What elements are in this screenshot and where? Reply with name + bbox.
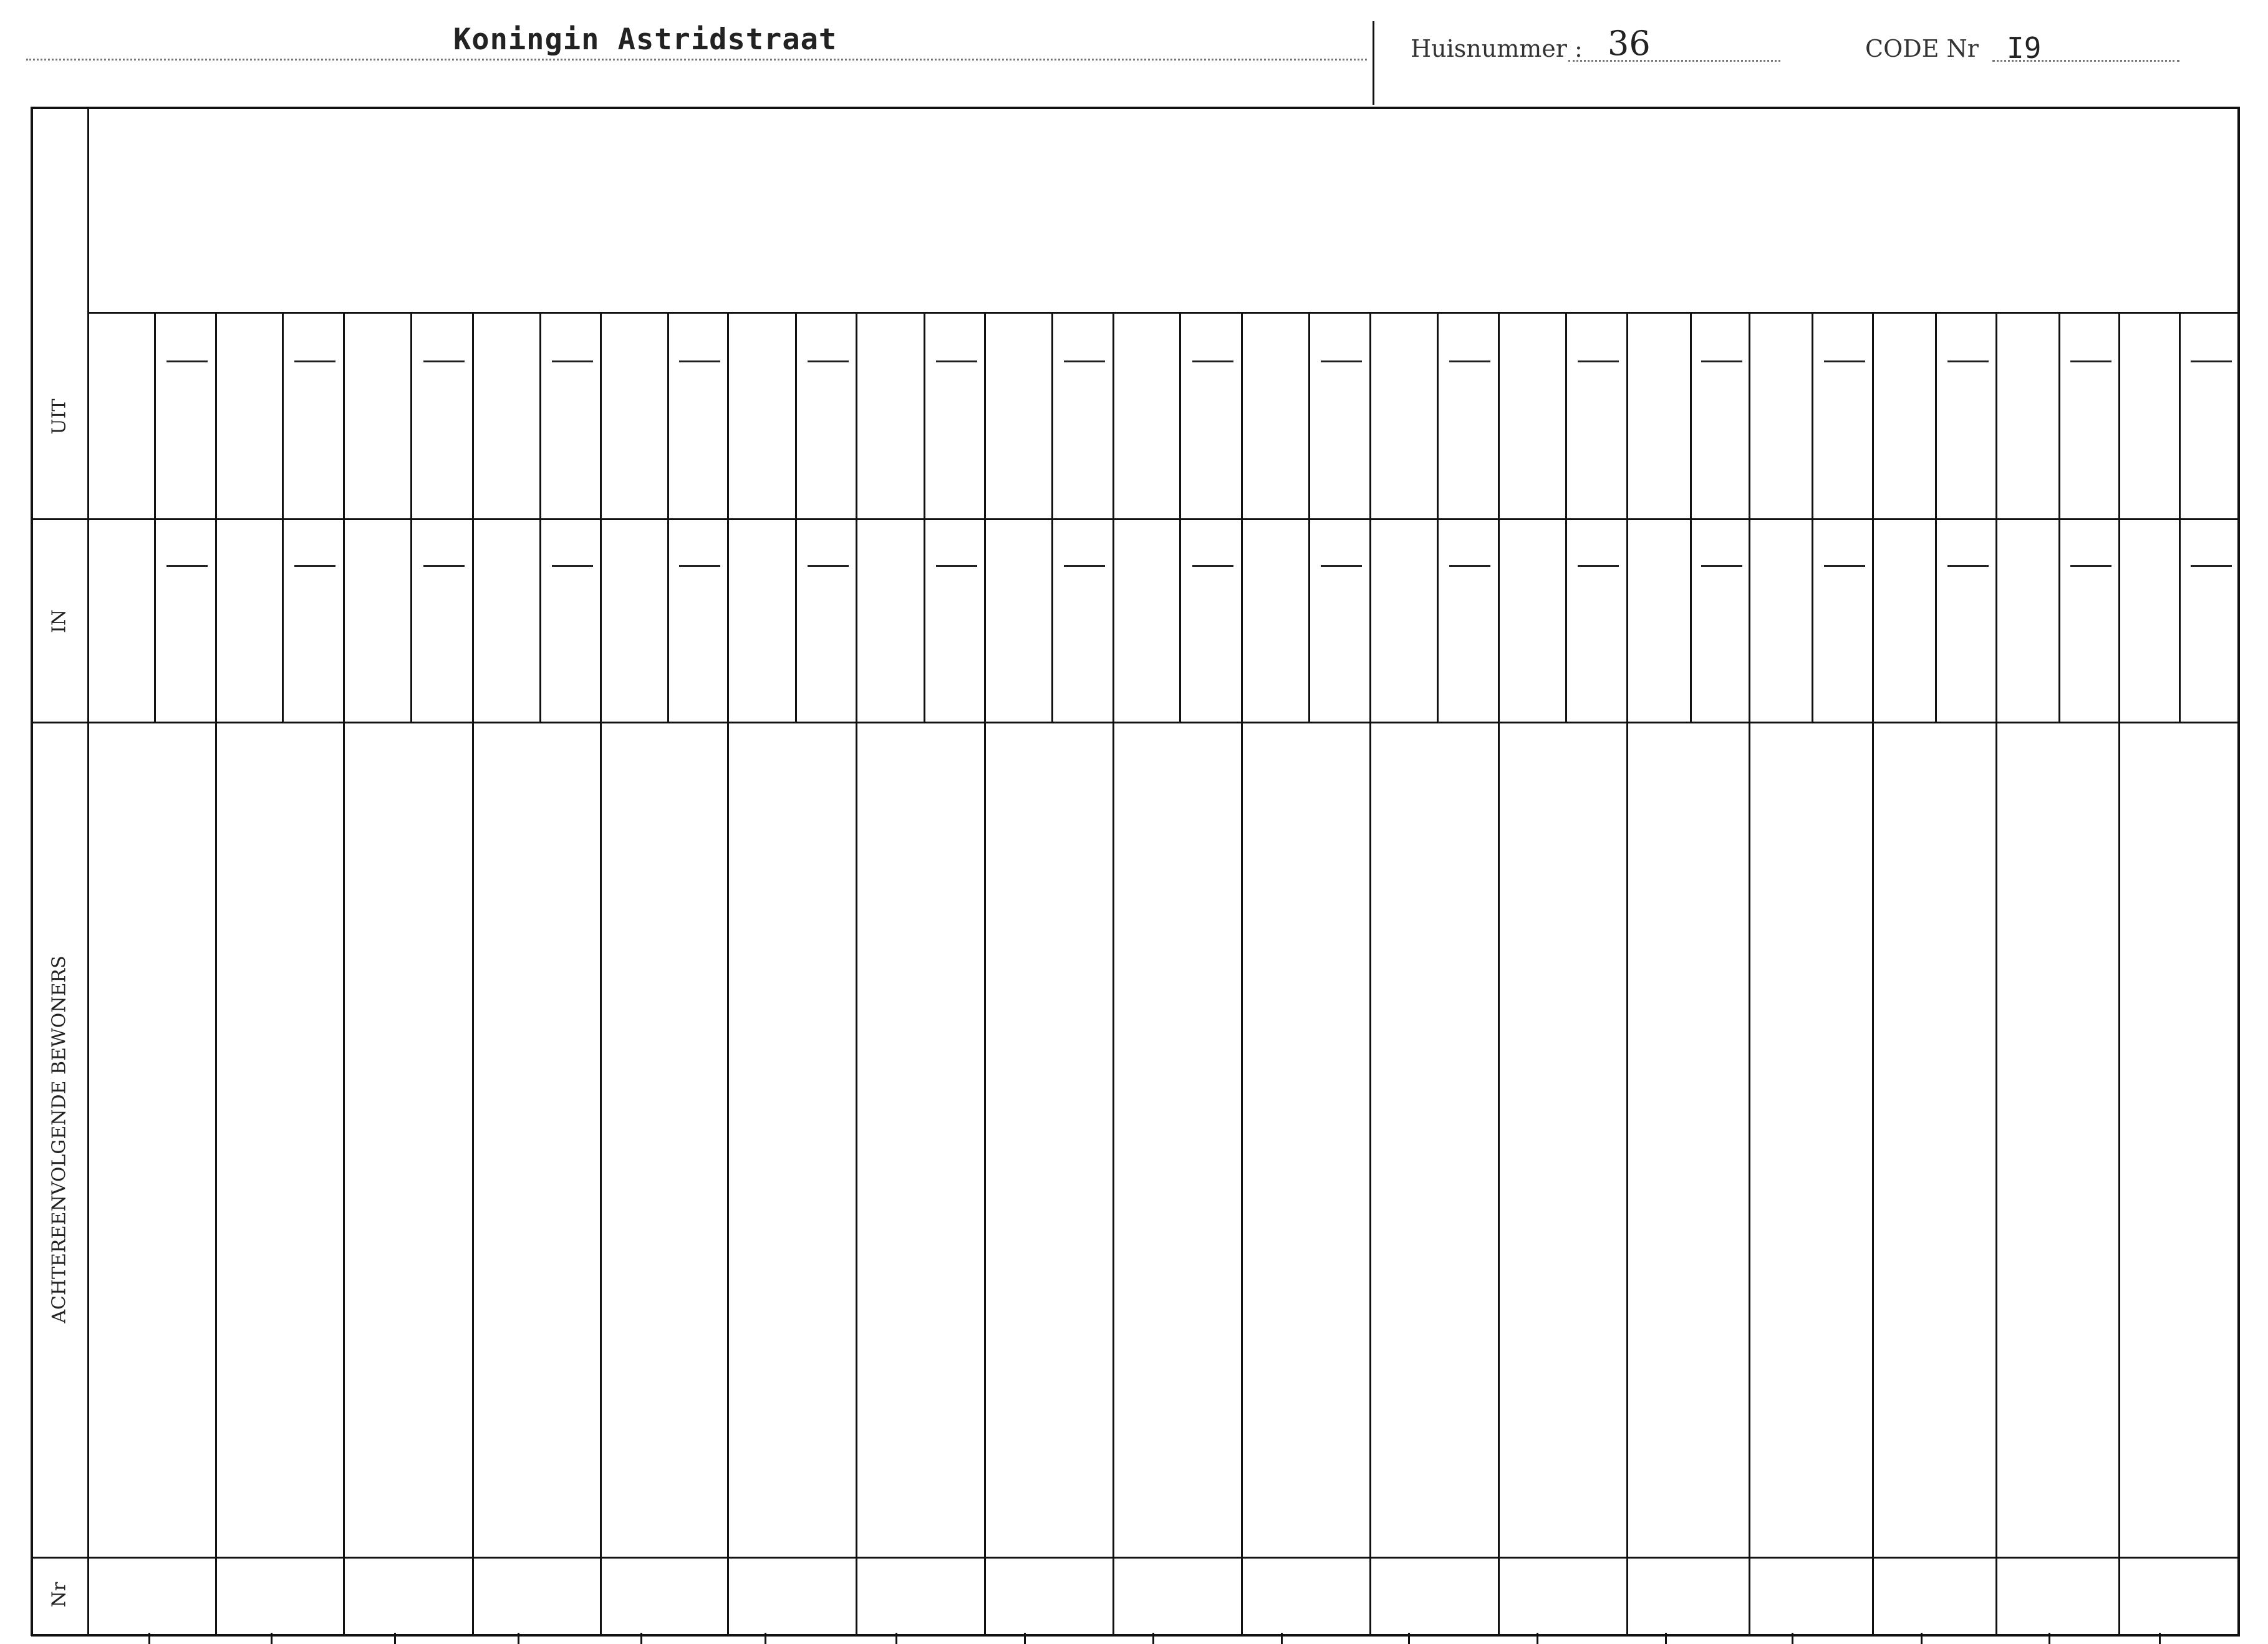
uit-date-dash <box>294 360 335 362</box>
bottom-tick-mark <box>1281 1633 1283 1644</box>
uit-subcolumn-divider <box>1935 312 1937 518</box>
bottom-tick-mark <box>2159 1633 2161 1644</box>
column-divider <box>215 312 217 1634</box>
residents-row-label: ACHTEREENVOLGENDE BEWONERS <box>48 955 70 1323</box>
bottom-tick-mark <box>271 1633 273 1644</box>
column-divider <box>727 312 729 1634</box>
in-date-dash <box>1824 565 1865 567</box>
header-divider <box>1373 21 1374 105</box>
in-subcolumn-divider <box>924 518 925 722</box>
column-divider <box>1872 312 1874 1634</box>
column-divider <box>1995 312 1997 1634</box>
bottom-tick-mark <box>518 1633 519 1644</box>
in-date-dash <box>166 565 208 567</box>
column-divider <box>984 312 986 1634</box>
column-divider <box>1749 312 1750 1634</box>
uit-date-dash <box>1192 360 1233 362</box>
code-label: CODE Nr <box>1865 35 1979 62</box>
uit-date-dash <box>936 360 977 362</box>
row-divider-uit-in <box>31 518 2239 520</box>
uit-date-dash <box>2070 360 2111 362</box>
in-subcolumn-divider <box>1812 518 1813 722</box>
column-divider <box>2118 312 2120 1634</box>
uit-subcolumn-divider <box>1690 312 1692 518</box>
in-subcolumn-divider <box>1935 518 1937 722</box>
bottom-tick-mark <box>394 1633 396 1644</box>
in-subcolumn-divider <box>2058 518 2060 722</box>
label-column-divider <box>87 107 89 1636</box>
uit-date-dash <box>552 360 593 362</box>
in-date-dash <box>1192 565 1233 567</box>
form-right-border <box>2237 107 2240 1636</box>
in-subcolumn-divider <box>282 518 284 722</box>
column-divider <box>1369 312 1371 1634</box>
uit-subcolumn-divider <box>282 312 284 518</box>
in-date-dash <box>1449 565 1490 567</box>
uit-date-dash <box>1064 360 1105 362</box>
uit-subcolumn-divider <box>1565 312 1567 518</box>
bottom-tick-mark <box>1024 1633 1026 1644</box>
in-subcolumn-divider <box>667 518 669 722</box>
form-bottom-border <box>31 1634 2240 1637</box>
uit-date-dash <box>166 360 208 362</box>
row-divider-in-residents <box>31 722 2239 723</box>
uit-date-dash <box>808 360 849 362</box>
bottom-tick-mark <box>640 1633 642 1644</box>
house-number-value: 36 <box>1608 24 1651 63</box>
bottom-tick-mark <box>1152 1633 1154 1644</box>
in-subcolumn-divider <box>1308 518 1310 722</box>
in-date-dash <box>679 565 720 567</box>
street-name: Koningin Astridstraat <box>453 22 837 57</box>
uit-date-dash <box>1947 360 1989 362</box>
bottom-tick-mark <box>148 1633 150 1644</box>
in-subcolumn-divider <box>2179 518 2181 722</box>
bottom-tick-mark <box>1792 1633 1793 1644</box>
in-date-dash <box>1701 565 1742 567</box>
bottom-tick-mark <box>895 1633 897 1644</box>
column-divider <box>856 312 857 1634</box>
uit-subcolumn-divider <box>1437 312 1439 518</box>
column-divider <box>1498 312 1500 1634</box>
column-divider <box>343 312 345 1634</box>
uit-subcolumn-divider <box>410 312 412 518</box>
bottom-tick-mark <box>1665 1633 1667 1644</box>
column-divider <box>600 312 602 1634</box>
uit-row-label: UIT <box>48 399 70 435</box>
row-divider-residents-nr <box>31 1557 2239 1559</box>
uit-subcolumn-divider <box>154 312 156 518</box>
uit-date-dash <box>423 360 465 362</box>
uit-subcolumn-divider <box>2058 312 2060 518</box>
street-dotted-line <box>26 59 1367 60</box>
in-subcolumn-divider <box>795 518 797 722</box>
uit-subcolumn-divider <box>539 312 541 518</box>
uit-subcolumn-divider <box>1051 312 1053 518</box>
in-date-dash <box>1064 565 1105 567</box>
in-date-dash <box>936 565 977 567</box>
nr-row-label: Nr <box>48 1582 70 1608</box>
column-divider <box>472 312 474 1634</box>
uit-subcolumn-divider <box>1812 312 1813 518</box>
house-number-dotted-line <box>1568 60 1780 62</box>
uit-date-dash <box>1824 360 1865 362</box>
uit-date-dash <box>1321 360 1362 362</box>
in-subcolumn-divider <box>1690 518 1692 722</box>
form-left-border <box>31 107 33 1636</box>
in-row-label: IN <box>48 609 70 634</box>
in-date-dash <box>1578 565 1619 567</box>
uit-date-dash <box>1578 360 1619 362</box>
column-divider <box>1626 312 1628 1634</box>
uit-subcolumn-divider <box>667 312 669 518</box>
bottom-tick-mark <box>1408 1633 1410 1644</box>
in-date-dash <box>2191 565 2232 567</box>
form-top-border <box>31 107 2240 109</box>
bottom-tick-mark <box>765 1633 766 1644</box>
in-subcolumn-divider <box>410 518 412 722</box>
house-number-label: Huisnummer : <box>1411 35 1583 62</box>
uit-subcolumn-divider <box>795 312 797 518</box>
in-date-dash <box>423 565 465 567</box>
code-value: I9 <box>2007 31 2042 65</box>
code-dotted-line <box>1992 60 2179 62</box>
uit-date-dash <box>679 360 720 362</box>
bottom-tick-mark <box>1921 1633 1923 1644</box>
in-date-dash <box>552 565 593 567</box>
uit-date-dash <box>1701 360 1742 362</box>
in-subcolumn-divider <box>1565 518 1567 722</box>
uit-date-dash <box>2191 360 2232 362</box>
in-subcolumn-divider <box>539 518 541 722</box>
in-date-dash <box>1321 565 1362 567</box>
in-date-dash <box>1947 565 1989 567</box>
in-subcolumn-divider <box>1437 518 1439 722</box>
in-date-dash <box>808 565 849 567</box>
in-subcolumn-divider <box>1051 518 1053 722</box>
column-divider <box>1112 312 1114 1634</box>
uit-subcolumn-divider <box>1179 312 1181 518</box>
bottom-tick-mark <box>2048 1633 2050 1644</box>
in-subcolumn-divider <box>1179 518 1181 722</box>
in-date-dash <box>2070 565 2111 567</box>
column-divider <box>1241 312 1243 1634</box>
in-date-dash <box>294 565 335 567</box>
uit-subcolumn-divider <box>1308 312 1310 518</box>
uit-date-dash <box>1449 360 1490 362</box>
uit-subcolumn-divider <box>2179 312 2181 518</box>
in-subcolumn-divider <box>154 518 156 722</box>
bottom-tick-mark <box>1537 1633 1538 1644</box>
uit-subcolumn-divider <box>924 312 925 518</box>
